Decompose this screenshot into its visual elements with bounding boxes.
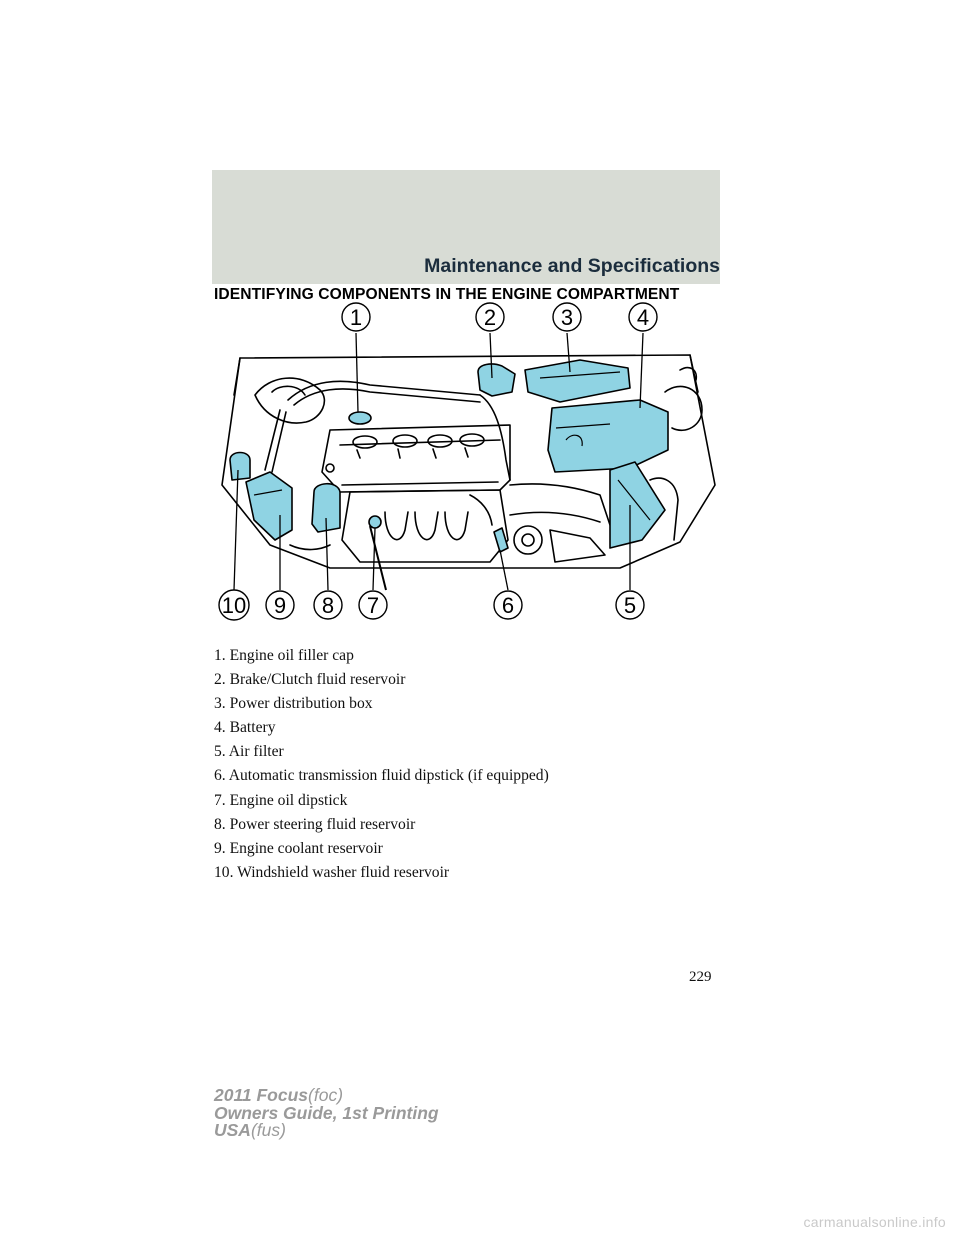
legend-item: 3. Power distribution box <box>214 695 373 713</box>
battery <box>548 400 668 472</box>
footer-guide: Owners Guide, 1st Printing <box>214 1102 439 1123</box>
footer-region-code: (fus) <box>250 1120 286 1140</box>
callout-label-9: 9 <box>273 593 287 618</box>
footer-line-model <box>214 1087 439 1105</box>
component-legend <box>214 644 549 885</box>
header-band <box>212 170 720 284</box>
callout-label-5: 5 <box>623 593 637 618</box>
footer-region: USA <box>214 1120 251 1140</box>
callout-label-1: 1 <box>349 305 363 330</box>
legend-item: 7. Engine oil dipstick <box>214 791 348 809</box>
footer-model-code: (foc) <box>308 1085 344 1105</box>
section-title: Maintenance and Specifications <box>424 255 720 277</box>
callout-label-3: 3 <box>560 305 574 330</box>
legend-item: 8. Power steering fluid reservoir <box>214 815 416 833</box>
legend-item: 2. Brake/Clutch fluid reservoir <box>214 671 406 689</box>
intake-manifold <box>342 490 508 562</box>
legend-item: 4. Battery <box>214 719 276 737</box>
print-footer <box>214 1087 439 1140</box>
legend-item: 6. Automatic transmission fluid dipstick (if equipped) <box>214 767 549 785</box>
legend-item: 9. Engine coolant reservoir <box>214 839 383 857</box>
washer-fluid-reservoir <box>230 453 250 481</box>
page-number: 229 <box>689 969 712 985</box>
footer-line-region <box>214 1122 439 1140</box>
callout-label-7: 7 <box>366 593 380 618</box>
callout-label-10: 10 <box>221 593 247 618</box>
footer-model: 2011 Focus <box>214 1085 309 1105</box>
legend-item: 1. Engine oil filler cap <box>214 647 354 664</box>
callout-label-2: 2 <box>483 305 497 330</box>
watermark: carmanualsonline.info <box>803 1214 946 1230</box>
engine-compartment-diagram <box>210 300 724 630</box>
oil-filler-cap <box>349 412 371 424</box>
callout-label-4: 4 <box>636 305 650 330</box>
brake-fluid-reservoir <box>478 364 515 396</box>
power-distribution-box <box>525 360 630 402</box>
callout-label-8: 8 <box>321 593 335 618</box>
callout-label-6: 6 <box>501 593 515 618</box>
coolant-reservoir <box>246 472 292 540</box>
legend-item: 10. Windshield washer fluid reservoir <box>214 863 450 881</box>
legend-item: 5. Air filter <box>214 743 284 761</box>
page-heading: IDENTIFYING COMPONENTS IN THE ENGINE COMPARTMENT <box>214 286 680 303</box>
